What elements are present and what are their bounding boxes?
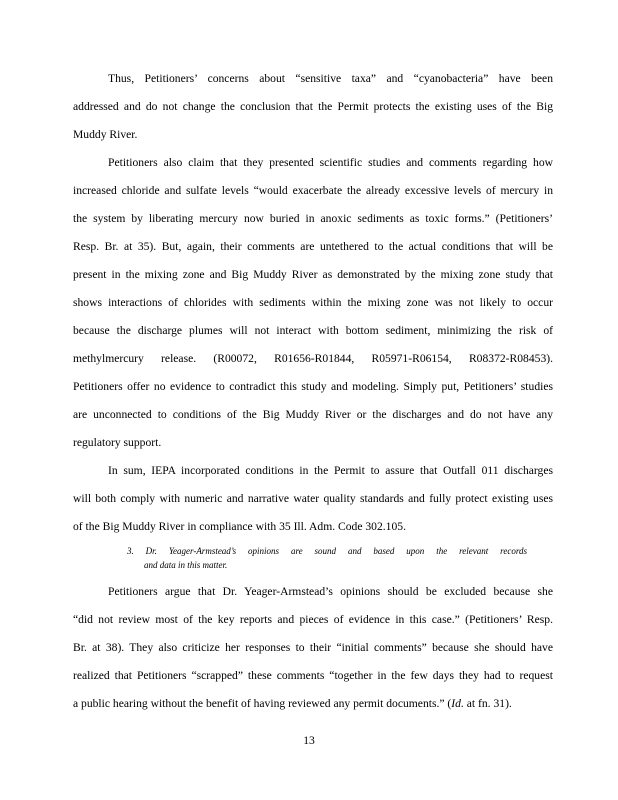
paragraph-line: Petitioners offer no evidence to contradict this study and modeling. Simply put, Petitioners’ studies (73, 380, 553, 393)
paragraph-line: Muddy River. (73, 128, 138, 141)
citation-id: Id. (451, 697, 464, 710)
page-number: 13 (303, 734, 315, 747)
paragraph-line: the system by liberating mercury now buried in anoxic sediments as toxic forms.” (Petitioners’ (73, 212, 553, 225)
paragraph-line: of the Big Muddy River in compliance with 35 Ill. Adm. Code 302.105. (73, 520, 406, 533)
citation-text: a public hearing without the benefit of having reviewed any permit documents.” ( (73, 697, 452, 710)
paragraph-line: increased chloride and sulfate levels “would exacerbate the already excessive levels of mercury in (73, 184, 553, 197)
paragraph-line: are unconnected to conditions of the Big Muddy River or the discharges and do not have any (73, 408, 553, 421)
paragraph-line: regulatory support. (73, 436, 162, 449)
paragraph-line: Br. at 38). They also criticize her responses to their “initial comments” because she should have (73, 641, 553, 654)
paragraph-line: will both comply with numeric and narrative water quality standards and fully protect existing uses (73, 492, 553, 505)
paragraph-in-sum (73, 457, 553, 541)
paragraph-line: In sum, IEPA incorporated conditions in the Permit to assure that Outfall 011 discharges (108, 464, 553, 477)
paragraph-line: Petitioners also claim that they presented scientific studies and comments regarding how (108, 156, 553, 169)
citation-text: at fn. 31). (463, 697, 512, 710)
heading-line: and data in this matter. (144, 560, 228, 570)
paragraph-line: realized that Petitioners “scrapped” these comments “together in the few days they had to request (73, 669, 553, 682)
paragraph-line: shows interactions of chlorides with sediments within the mixing zone was not likely to occur (73, 296, 553, 309)
paragraph-line: Resp. Br. at 35). But, again, their comments are untethered to the actual conditions that will be (73, 240, 553, 253)
paragraph-mercury (73, 149, 553, 457)
paragraph-line: because the discharge plumes will not interact with bottom sediment, minimizing the risk of (73, 324, 553, 337)
paragraph-line: addressed and do not change the conclusion that the Permit protects the existing uses of the Big (73, 100, 553, 113)
paragraph-line: “did not review most of the key reports and pieces of evidence in this case.” (Petitioners’ Resp. (73, 613, 553, 626)
paragraph-line: methylmercury release. (R00072, R01656-R01844, R05971-R06154, R08372-R08453). (73, 352, 553, 365)
paragraph-sensitive-taxa (73, 65, 553, 149)
paragraph-line: Thus, Petitioners’ concerns about “sensitive taxa” and “cyanobacteria” have been (108, 72, 553, 85)
heading-line: 3. Dr. Yeager-Armstead’s opinions are sound and based upon the relevant records (127, 546, 527, 556)
section-heading (127, 544, 527, 572)
paragraph-line: present in the mixing zone and Big Muddy River as demonstrated by the mixing zone study that (73, 268, 553, 281)
paragraph-line: Petitioners argue that Dr. Yeager-Armstead’s opinions should be excluded because she (108, 585, 553, 598)
paragraph-yeager-armstead (73, 578, 553, 718)
paragraph-line (73, 690, 553, 718)
